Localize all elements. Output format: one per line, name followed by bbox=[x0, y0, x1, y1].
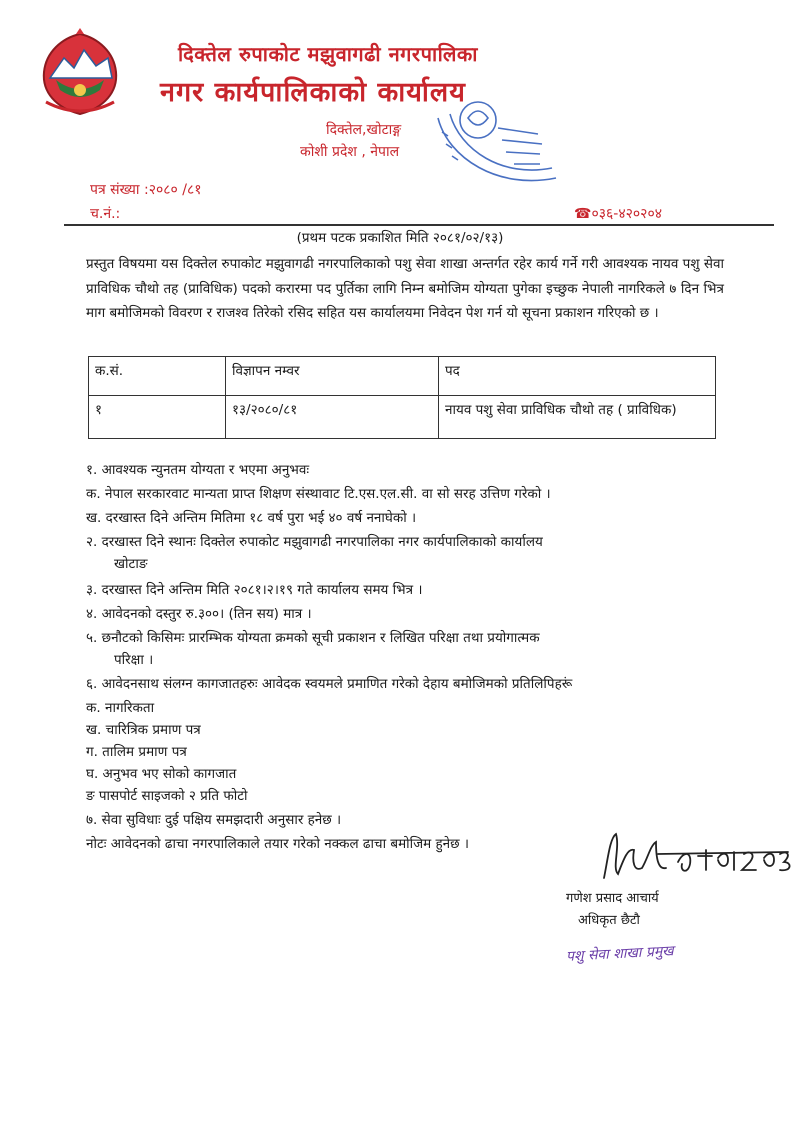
list-item: ५. छनौटको किसिमः प्रारम्भिक योग्यता क्रमको सूची प्रकाशन र लिखित परिक्षा तथा प्रयोगात्मक bbox=[86, 630, 540, 646]
phone-number: ☎०३६-४२०२०४ bbox=[574, 206, 663, 222]
list-item: घ. अनुभव भए सोको कागजात bbox=[86, 766, 237, 782]
list-item: ३. दरखास्त दिने अन्तिम मिति २०८१।२।१९ गते कार्यालय समय भित्र । bbox=[86, 582, 423, 598]
address-line1: दिक्तेल,खोटाङ्ग bbox=[326, 122, 402, 138]
list-item: २. दरखास्त दिने स्थानः दिक्तेल रुपाकोट मझुवागढी नगरपालिका नगर कार्यपालिकाको कार्यालय bbox=[86, 534, 543, 550]
org-name-line2: नगर कार्यपालिकाको कार्यालय bbox=[160, 77, 466, 108]
list-item: ४. आवेदनको दस्तुर रु.३००। (तिन सय) मात्र । bbox=[86, 606, 312, 622]
dispatch-number: च.नं.: bbox=[90, 206, 121, 222]
notice-intro: प्रस्तुत विषयमा यस दिक्तेल रुपाकोट मझुवागढी नगरपालिकाको पशु सेवा शाखा अन्तर्गत रहेर कार्य गर्ने गरी आवश्यक नायव पशु सेवा प्राविधिक चौथो तह (प्राविधिक) पदको करारमा पद पुर्तिका लागि निम्न बमोजिम योग्यता पुगेका इच्छुक नेपाली नागरिकले ७ दिन भित्र माग बमोजिमको विवरण र राजश्व तिरेको रसिद सहित यस कार्यालयमा निवेदन पेश गर्न यो सूचना प्रकाशन गरिएको छ । bbox=[86, 256, 724, 321]
list-item: ङ पासपोर्ट साइजको २ प्रति फोटो bbox=[86, 788, 248, 804]
section-head-stamp: पशु सेवा शाखा प्रमुख bbox=[565, 943, 675, 965]
letter-number: पत्र संख्या :२०८० /८१ bbox=[90, 182, 202, 198]
signer-title: अधिकृत छैटौ bbox=[578, 913, 640, 928]
list-item: क. नागरिकता bbox=[86, 700, 155, 716]
municipality-stamp-icon bbox=[428, 98, 566, 196]
cell-serial: १ bbox=[89, 396, 226, 439]
header-post: पद bbox=[439, 357, 716, 396]
list-item: १. आवश्यक न्युनतम योग्यता र भएमा अनुभवः bbox=[86, 462, 310, 478]
header-divider bbox=[64, 224, 774, 226]
list-item: परिक्षा । bbox=[114, 652, 154, 668]
list-item: ख. चारित्रिक प्रमाण पत्र bbox=[86, 722, 201, 738]
list-item: ग. तालिम प्रमाण पत्र bbox=[86, 744, 187, 760]
list-item: ७. सेवा सुविधाः दुई पक्षिय समझदारी अनुसार हनेछ । bbox=[86, 812, 342, 828]
cell-ad-number: १३/२०८०/८१ bbox=[226, 396, 439, 439]
list-item: ६. आवेदनसाथ संलग्न कागजातहरुः आवेदक स्वयमले प्रमाणित गरेको देहाय बमोजिमको प्रतिलिपिहरूं bbox=[86, 676, 573, 692]
table-header-row bbox=[89, 357, 716, 396]
table-row bbox=[89, 396, 716, 439]
header-serial: क.सं. bbox=[89, 357, 226, 396]
org-name-line1: दिक्तेल रुपाकोट मझुवागढी नगरपालिका bbox=[178, 42, 478, 66]
list-item: नोटः आवेदनको ढाचा नगरपालिकाले तयार गरेको नक्कल ढाचा बमोजिम हुनेछ । bbox=[86, 836, 470, 852]
vacancy-table bbox=[88, 356, 716, 439]
header-ad-number: विज्ञापन नम्वर bbox=[226, 357, 439, 396]
nepal-emblem-icon bbox=[36, 28, 124, 120]
list-item: क. नेपाल सरकारवाट मान्यता प्राप्त शिक्षण संस्थावाट टि.एस.एल.सी. वा सो सरह उत्तिण गरेको । bbox=[86, 486, 551, 502]
published-date: (प्रथम पटक प्रकाशित मिति २०८१/०२/१३) bbox=[296, 230, 504, 246]
signer-name: गणेश प्रसाद आचार्य bbox=[566, 891, 659, 906]
cell-post: नायव पशु सेवा प्राविधिक चौथो तह ( प्राविधिक) bbox=[439, 396, 716, 439]
list-item: ख. दरखास्त दिने अन्तिम मितिमा १८ वर्ष पुरा भई ४० वर्ष ननाघेको । bbox=[86, 510, 417, 526]
handwritten-signature-icon bbox=[598, 828, 798, 888]
address-line2: कोशी प्रदेश , नेपाल bbox=[300, 144, 400, 160]
list-item: खोटाङ bbox=[114, 556, 148, 572]
